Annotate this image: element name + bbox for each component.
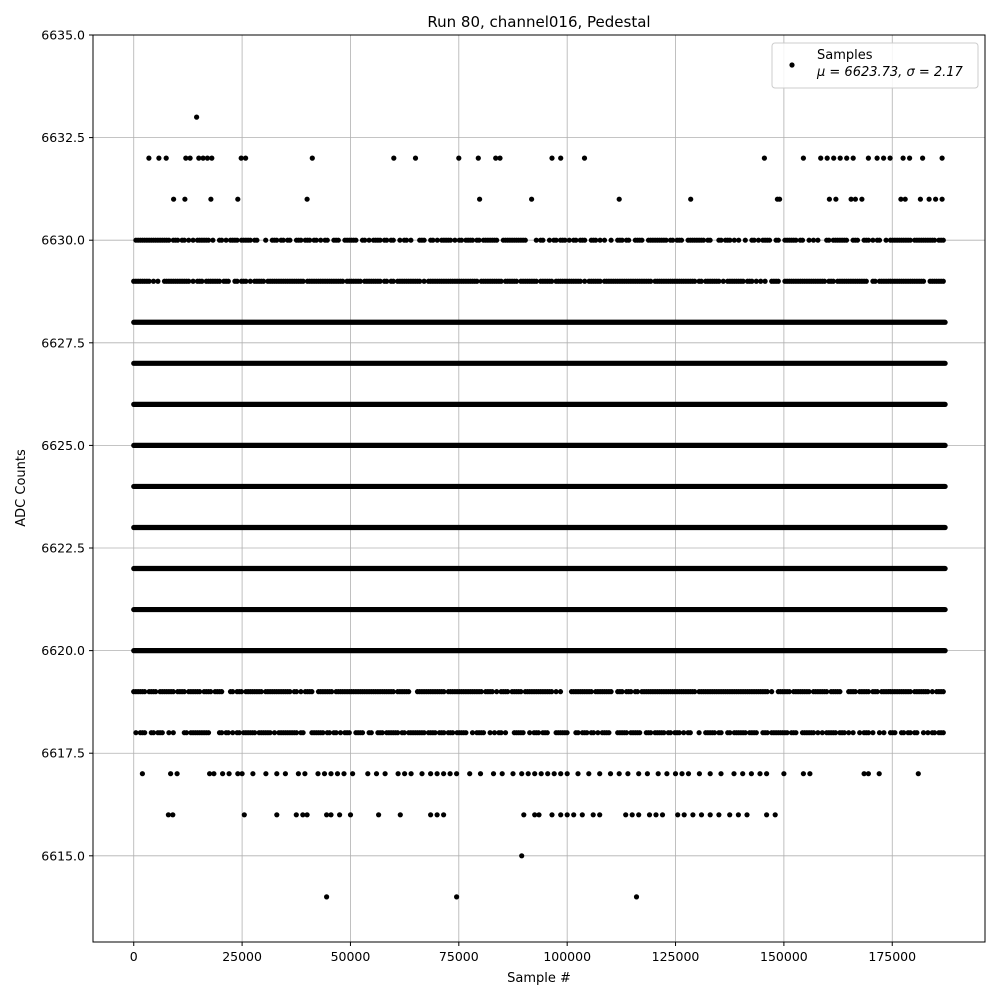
x-tick-label: 125000	[651, 949, 700, 964]
y-tick-label: 6615.0	[41, 848, 85, 864]
sample-point	[209, 156, 214, 161]
sample-point	[781, 771, 786, 776]
sample-point	[740, 771, 745, 776]
sample-point	[763, 279, 768, 284]
sample-point	[731, 771, 736, 776]
sample-point	[523, 238, 528, 243]
sample-point	[636, 771, 641, 776]
sample-point	[250, 771, 255, 776]
y-tick-label: 6627.5	[41, 335, 85, 351]
sample-point	[941, 279, 946, 284]
sample-point	[597, 812, 602, 817]
sample-point	[305, 197, 310, 202]
sample-point	[660, 812, 665, 817]
sample-point	[575, 771, 580, 776]
sample-point	[428, 812, 433, 817]
sample-point	[536, 812, 541, 817]
sample-point	[800, 238, 805, 243]
sample-point	[182, 197, 187, 202]
sample-point	[540, 238, 545, 243]
sample-point	[933, 197, 938, 202]
sample-point	[510, 771, 515, 776]
sample-point	[941, 730, 946, 735]
sample-point	[697, 730, 702, 735]
sample-point	[226, 279, 231, 284]
sample-point	[142, 730, 147, 735]
sample-point	[396, 771, 401, 776]
y-tick-label: 6625.0	[41, 437, 85, 453]
sample-point	[853, 197, 858, 202]
sample-point	[164, 156, 169, 161]
sample-point	[625, 771, 630, 776]
sample-point	[716, 812, 721, 817]
sample-point	[623, 812, 628, 817]
sample-point	[478, 771, 483, 776]
sample-point	[391, 156, 396, 161]
sample-point	[903, 197, 908, 202]
y-tick-label: 6617.5	[41, 745, 85, 761]
sample-point	[675, 812, 680, 817]
sample-point	[602, 238, 607, 243]
sample-point	[155, 279, 160, 284]
sample-point	[653, 812, 658, 817]
sample-point	[682, 812, 687, 817]
x-tick-label: 175000	[868, 949, 917, 964]
sample-point	[287, 238, 292, 243]
sample-point	[454, 894, 459, 899]
sample-point	[283, 771, 288, 776]
sample-point	[708, 771, 713, 776]
sample-point	[529, 197, 534, 202]
sample-point	[194, 115, 199, 120]
sample-point	[656, 771, 661, 776]
sample-point	[302, 771, 307, 776]
sample-point	[907, 156, 912, 161]
sample-point	[305, 812, 310, 817]
sample-point	[918, 197, 923, 202]
sample-point	[503, 730, 508, 735]
sample-point	[718, 771, 723, 776]
sample-point	[606, 730, 611, 735]
sample-point	[754, 730, 759, 735]
sample-point	[793, 730, 798, 735]
sample-point	[409, 771, 414, 776]
sample-point	[467, 771, 472, 776]
sample-point	[736, 812, 741, 817]
sample-point	[838, 156, 843, 161]
sample-point	[171, 730, 176, 735]
x-axis-label: Sample #	[507, 971, 571, 986]
x-tick-label: 75000	[438, 949, 479, 964]
legend	[772, 43, 978, 88]
sample-point	[348, 812, 353, 817]
y-tick-label: 6630.0	[41, 232, 85, 248]
sample-point	[664, 771, 669, 776]
sample-point	[220, 771, 225, 776]
sample-point	[301, 730, 306, 735]
sample-point	[757, 771, 762, 776]
sample-point	[859, 197, 864, 202]
sample-point	[558, 156, 563, 161]
sample-band	[131, 689, 946, 694]
y-axis-label: ADC Counts	[14, 449, 29, 527]
sample-point	[435, 812, 440, 817]
chart-title: Run 80, channel016, Pedestal	[427, 13, 651, 31]
sample-point	[206, 730, 211, 735]
sample-point	[242, 812, 247, 817]
sample-point	[851, 730, 856, 735]
sample-point	[263, 771, 268, 776]
sample-point	[341, 771, 346, 776]
sample-point	[743, 238, 748, 243]
sample-point	[776, 238, 781, 243]
data-points	[131, 115, 946, 900]
sample-point	[441, 812, 446, 817]
sample-point	[456, 156, 461, 161]
sample-point	[188, 156, 193, 161]
sample-point	[727, 812, 732, 817]
x-tick-label: 0	[129, 949, 138, 964]
sample-point	[168, 771, 173, 776]
sample-point	[679, 771, 684, 776]
sample-point	[374, 771, 379, 776]
y-tick-label: 6620.0	[41, 643, 85, 659]
sample-point	[408, 238, 413, 243]
sample-point	[875, 156, 880, 161]
y-tick-label: 6622.5	[41, 540, 85, 556]
sample-point	[211, 771, 216, 776]
sample-point	[463, 730, 468, 735]
sample-point	[521, 812, 526, 817]
sample-point	[892, 730, 897, 735]
sample-point	[350, 771, 355, 776]
sample-point	[422, 238, 427, 243]
sample-point	[815, 238, 820, 243]
sample-point	[877, 771, 882, 776]
sample-point	[851, 156, 856, 161]
sample-point	[552, 771, 557, 776]
x-tick-label: 25000	[222, 949, 262, 964]
sample-point	[597, 771, 602, 776]
sample-point	[762, 156, 767, 161]
sample-point	[565, 730, 570, 735]
legend-stats: μ = 6623.73, σ = 2.17	[817, 65, 963, 80]
sample-point	[369, 730, 374, 735]
sample-point	[749, 771, 754, 776]
sample-point	[526, 771, 531, 776]
x-tick-label: 50000	[330, 949, 371, 964]
x-tick-label: 100000	[543, 949, 592, 964]
sample-point	[827, 197, 832, 202]
sample-point	[310, 156, 315, 161]
x-tick-label: 150000	[760, 949, 808, 964]
legend-series-name: Samples	[817, 48, 873, 63]
sample-point	[647, 812, 652, 817]
sample-point	[801, 771, 806, 776]
sample-point	[776, 279, 781, 284]
sample-point	[866, 156, 871, 161]
sample-point	[477, 197, 482, 202]
sample-point	[435, 771, 440, 776]
sample-point	[940, 197, 945, 202]
sample-point	[263, 238, 268, 243]
sample-point	[497, 156, 502, 161]
sample-point	[545, 771, 550, 776]
sample-point	[558, 771, 563, 776]
sample-point	[240, 771, 245, 776]
sample-point	[549, 156, 554, 161]
sample-point	[494, 238, 499, 243]
sample-point	[916, 771, 921, 776]
sample-point	[639, 238, 644, 243]
sample-point	[679, 238, 684, 243]
sample-point	[491, 771, 496, 776]
sample-point	[634, 894, 639, 899]
sample-point	[571, 812, 576, 817]
sample-point	[274, 771, 279, 776]
sample-point	[914, 730, 919, 735]
sample-point	[294, 812, 299, 817]
sample-point	[686, 771, 691, 776]
sample-point	[920, 156, 925, 161]
sample-point	[580, 812, 585, 817]
sample-point	[519, 771, 524, 776]
sample-point	[500, 771, 505, 776]
sample-point	[156, 156, 161, 161]
sample-point	[328, 771, 333, 776]
sample-point	[219, 689, 224, 694]
sample-point	[609, 689, 614, 694]
sample-point	[254, 238, 259, 243]
sample-point	[328, 812, 333, 817]
sample-point	[337, 812, 342, 817]
sample-point	[645, 771, 650, 776]
sample-point	[764, 812, 769, 817]
sample-point	[764, 771, 769, 776]
sample-point	[801, 156, 806, 161]
sample-point	[586, 771, 591, 776]
sample-point	[617, 197, 622, 202]
sample-point	[636, 812, 641, 817]
sample-point	[428, 771, 433, 776]
sample-point	[769, 689, 774, 694]
sample-point	[831, 156, 836, 161]
sample-point	[171, 197, 176, 202]
sample-point	[532, 771, 537, 776]
sample-point	[383, 771, 388, 776]
sample-point	[773, 812, 778, 817]
sample-point	[833, 197, 838, 202]
sample-point	[519, 853, 524, 858]
sample-point	[398, 812, 403, 817]
sample-point	[565, 771, 570, 776]
sample-point	[708, 238, 713, 243]
y-tick-label: 6632.5	[41, 130, 85, 146]
sample-point	[521, 730, 526, 735]
sample-point	[626, 238, 631, 243]
sample-point	[877, 238, 882, 243]
sample-point	[690, 812, 695, 817]
sample-point	[376, 812, 381, 817]
sample-point	[324, 894, 329, 899]
sample-point	[210, 238, 215, 243]
sample-point	[864, 279, 869, 284]
sample-point	[744, 812, 749, 817]
sample-point	[699, 812, 704, 817]
sample-point	[545, 730, 550, 735]
sample-point	[921, 279, 926, 284]
sample-point	[608, 771, 613, 776]
sample-point	[673, 771, 678, 776]
sample-point	[844, 238, 849, 243]
sample-point	[941, 689, 946, 694]
sample-point	[360, 730, 365, 735]
sample-point	[448, 771, 453, 776]
sample-point	[347, 730, 352, 735]
sample-point	[539, 771, 544, 776]
sample-point	[767, 238, 772, 243]
sample-point	[365, 771, 370, 776]
sample-point	[582, 238, 587, 243]
sample-point	[549, 812, 554, 817]
sample-point	[227, 771, 232, 776]
sample-point	[818, 156, 823, 161]
sample-point	[146, 156, 151, 161]
sample-point	[140, 771, 145, 776]
sample-point	[336, 238, 341, 243]
sample-point	[901, 156, 906, 161]
sample-point	[719, 730, 724, 735]
sample-point	[353, 238, 358, 243]
sample-point	[637, 730, 642, 735]
sample-point	[870, 730, 875, 735]
sample-point	[688, 730, 693, 735]
sample-point	[708, 812, 713, 817]
sample-point	[309, 689, 314, 694]
sample-point	[940, 156, 945, 161]
sample-point	[558, 812, 563, 817]
y-tick-label: 6635.0	[41, 27, 85, 43]
sample-point	[296, 771, 301, 776]
sample-point	[235, 197, 240, 202]
sample-point	[736, 238, 741, 243]
sample-point	[837, 689, 842, 694]
sample-point	[591, 812, 596, 817]
sample-point	[243, 156, 248, 161]
sample-point	[807, 771, 812, 776]
sample-point	[175, 771, 180, 776]
sample-point	[927, 197, 932, 202]
sample-point	[881, 730, 886, 735]
sample-point	[844, 156, 849, 161]
sample-point	[941, 238, 946, 243]
axis-ticks	[41, 28, 916, 965]
sample-point	[888, 156, 893, 161]
sample-point	[335, 771, 340, 776]
sample-band	[131, 279, 946, 284]
legend-marker	[789, 62, 794, 67]
sample-point	[825, 156, 830, 161]
sample-point	[274, 812, 279, 817]
sample-point	[322, 771, 327, 776]
sample-point	[697, 771, 702, 776]
sample-point	[160, 730, 165, 735]
sample-band	[133, 730, 946, 735]
sample-point	[402, 771, 407, 776]
sample-point	[208, 197, 213, 202]
sample-point	[325, 238, 330, 243]
sample-point	[413, 156, 418, 161]
sample-point	[419, 771, 424, 776]
sample-point	[565, 812, 570, 817]
sample-point	[630, 812, 635, 817]
sample-point	[441, 771, 446, 776]
sample-point	[617, 771, 622, 776]
sample-point	[609, 238, 614, 243]
sample-point	[481, 730, 486, 735]
sample-point	[391, 238, 396, 243]
sample-point	[558, 689, 563, 694]
sample-point	[777, 197, 782, 202]
sample-point	[476, 156, 481, 161]
sample-point	[406, 689, 411, 694]
sample-point	[170, 812, 175, 817]
sample-point	[688, 197, 693, 202]
sample-point	[315, 771, 320, 776]
sample-point	[454, 771, 459, 776]
sample-point	[866, 771, 871, 776]
sample-point	[582, 156, 587, 161]
sample-point	[855, 238, 860, 243]
sample-point	[881, 156, 886, 161]
